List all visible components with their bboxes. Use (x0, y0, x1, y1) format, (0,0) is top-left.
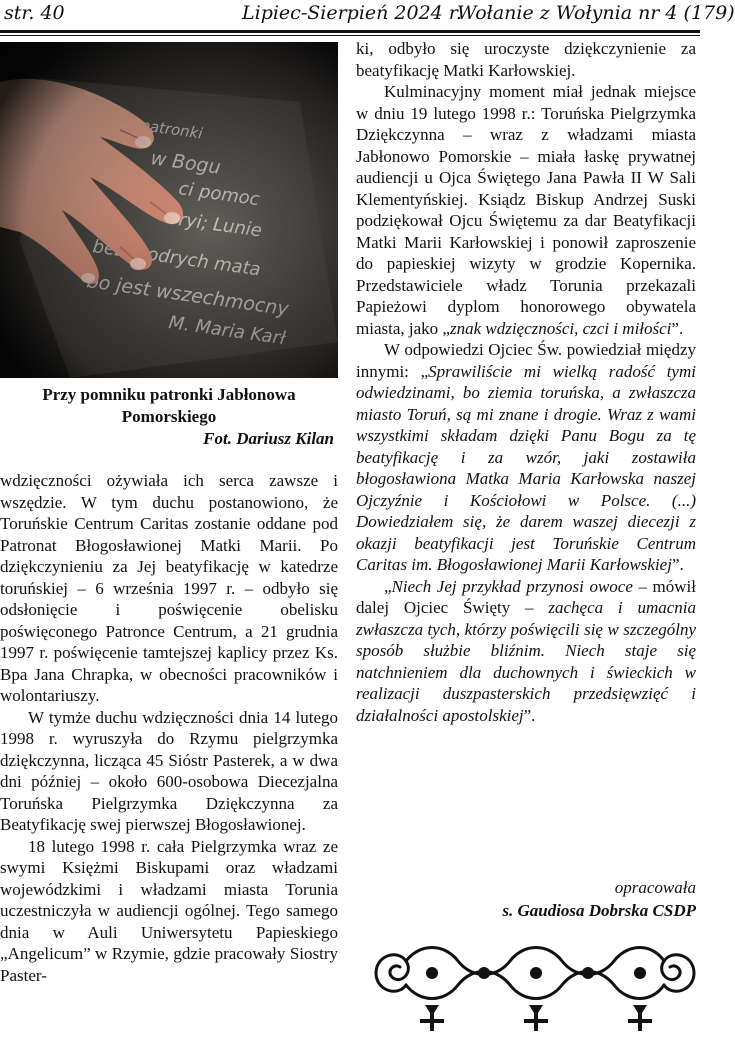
monument-photo-drawing (0, 42, 338, 378)
decorative-ornament (372, 935, 698, 1035)
left-column (0, 470, 338, 986)
page-number: str. 40 (4, 2, 65, 24)
caption-title: Przy pomniku patronki Jabłonowa Pomorskiego (42, 385, 296, 426)
paragraph-text: „ (384, 576, 392, 596)
paragraph-text: – mówił dalej Ojciec Święty – (356, 576, 696, 617)
paragraph (356, 339, 696, 576)
paragraph: ki, odbyło się uroczyste dziękczynienie za beatyfikację Matki Karłowskiej. (356, 39, 696, 80)
paragraph (356, 81, 696, 339)
author-signature (356, 876, 696, 922)
issue-date: Lipiec-Sierpień 2024 r. (242, 2, 462, 24)
right-column (356, 38, 696, 726)
photo-caption (0, 384, 338, 450)
paragraph (356, 576, 696, 727)
paragraph-text: ”. (671, 555, 684, 574)
monument-photo (0, 42, 338, 378)
author-role: opracowała (614, 878, 696, 897)
quote-text: Niech Jej przykład przynosi owoce (391, 576, 633, 596)
header-rule-thin (0, 35, 700, 36)
ornament-drawing (372, 935, 698, 1035)
photo-credit: Fot. Dariusz Kilan (203, 429, 334, 448)
paragraph-text: ”. (523, 705, 536, 725)
magazine-title: Wołanie z Wołynia nr 4 (179) (457, 2, 735, 24)
quote-text: Sprawiliście mi wielką radość tymi odwiedzinami, bo ziemia toruńska, a zwłaszcza miasto Toruń, są mi znane i drogie. Wraz z wami wszystkimi składam dzięki Panu Bogu za tę beatyfikację i za wzór, jaki zostawiła błogosławiona Matka Maria Karłowska naszej Ojczyźnie i Kościołowi w Polsce. (...) Dowiedziałem się, że darem waszej diecezji z okazji beatyfikacji jest Toruńskie Centrum Caritas im. Błogosławionej Marii Karłowskiej (356, 361, 696, 574)
paragraph: wdzięczności ożywiała ich serca zawsze i wszędzie. W tym duchu postanowiono, że Toruńskie Centrum Caritas zostanie oddane pod Patronat Błogosławionej Matki Marii. Po dziękczynieniu za Jej beatyfikację w katedrze toruńskiej – 6 września 1997 r. – odbyło się odsłonięcie i poświęcenie obelisku poświęconego Patronce Centrum, a 21 grudnia 1997 r. poświęcenie tamtejszej kaplicy przez Ks. Bpa Jana Chrapka, w obecności pracowników i wolontariuszy. (0, 471, 338, 705)
paragraph-text: W odpowiedzi Ojciec Św. powiedział między innymi: „ (356, 340, 696, 381)
paragraph: W tymże duchu wdzięczności dnia 14 lutego 1998 r. wyruszyła do Rzymu pielgrzymka dziękczynna, licząca 45 Sióstr Pasterek, a w dwa dni później – około 600-osobowa Diecezjalna Toruńska Pielgrzymka Dziękczynna za Beatyfikację swej pierwszej Błogosławionej. (0, 707, 338, 834)
header-rule (0, 30, 700, 33)
author-name: s. Gaudiosa Dobrska CSDP (502, 901, 696, 920)
paragraph-text: Kulminacyjny moment miał jednak miejsce w dniu 19 lutego 1998 r.: Toruńska Pielgrzymka Dziękczynna – wraz z władzami miasta Jabłonowo Pomorskie – miała łaskę prywatnej audiencji u Ojca Świętego Jana Pawła II W Sali Klementyńskiej. Ksiądz Biskup Andrzej Suski podziękował Ojcu Świętemu za dar Beatyfikacji Matki Marii Karłowskiej i ponowił zaproszenie do papieskiej wizyty w grodzie Kopernika. Przedstawiciele władz Torunia przekazali Papieżowi dyplom honorowego obywatela miasta, jako „ (356, 82, 696, 338)
page-header (0, 0, 735, 32)
quote-text: znak wdzięczności, czci i miłości (449, 318, 672, 338)
paragraph-text: ”. (671, 318, 684, 338)
paragraph: 18 lutego 1998 r. cała Pielgrzymka wraz ze swymi Księżmi Biskupami oraz władzami wojewódzkimi i władzami miasta Torunia uczestniczyła w audiencji ogólnej. Tego samego dnia w Auli Uniwersytetu Papieskiego „Angelicum” w Rzymie, gdzie pracowały Siostry Paster- (0, 836, 338, 985)
quote-text: zachęca i umacnia zwłaszcza tych, którzy poświęcili się w szczególny sposób służbie bliźnim. Niech staje się natchnieniem dla duchownych i świeckich w realizacji duszpasterskich przedsięwzięć i działalności apostolskiej (356, 598, 696, 725)
